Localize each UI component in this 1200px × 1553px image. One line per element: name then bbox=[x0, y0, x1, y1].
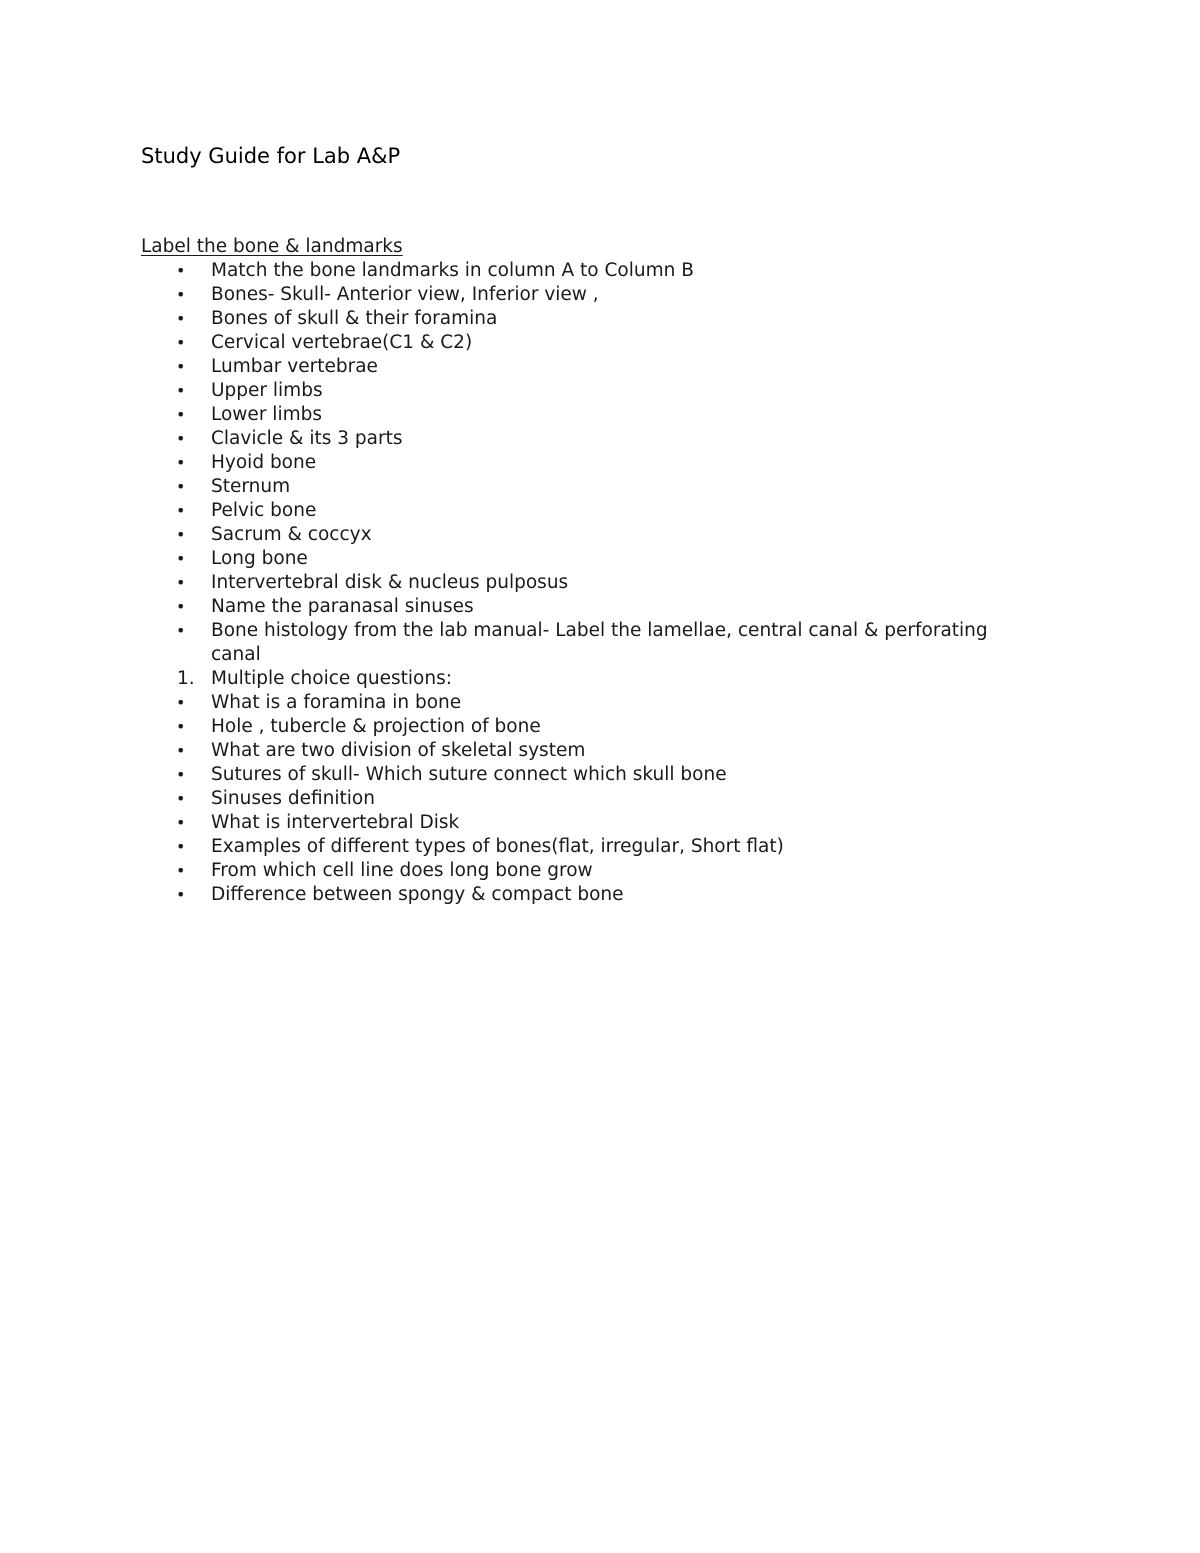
list-item bbox=[141, 331, 1041, 355]
list-item bbox=[141, 787, 1041, 811]
list-item-text: Intervertebral disk & nucleus pulposus bbox=[211, 572, 569, 593]
list-item bbox=[141, 667, 1041, 691]
bullet-marker: • bbox=[176, 477, 186, 496]
bullet-marker: • bbox=[176, 885, 186, 904]
bullet-marker: • bbox=[176, 261, 186, 280]
list-item bbox=[141, 835, 1041, 859]
list-item-text: Match the bone landmarks in column A to Column B bbox=[211, 260, 694, 281]
bullet-marker: • bbox=[176, 309, 186, 328]
bullet-marker: • bbox=[176, 765, 186, 784]
bullet-marker: • bbox=[176, 453, 186, 472]
list-item-text: Clavicle & its 3 parts bbox=[211, 428, 403, 449]
list-item bbox=[141, 379, 1041, 403]
bullet-marker: • bbox=[176, 789, 186, 808]
bullet-marker: • bbox=[176, 525, 186, 544]
list-item bbox=[141, 283, 1041, 307]
list-item bbox=[141, 355, 1041, 379]
list-item bbox=[141, 427, 1041, 451]
list-item-text: Hyoid bone bbox=[211, 452, 317, 473]
list-item-text: Pelvic bone bbox=[211, 500, 317, 521]
bullet-marker: • bbox=[176, 405, 186, 424]
bullet-marker: • bbox=[176, 357, 186, 376]
list-item bbox=[141, 475, 1041, 499]
list-item-text: Bones- Skull- Anterior view, Inferior view , bbox=[211, 284, 599, 305]
list-item bbox=[141, 451, 1041, 475]
bullet-marker: • bbox=[176, 549, 186, 568]
bullet-marker: • bbox=[176, 693, 186, 712]
list-item-text: Upper limbs bbox=[211, 380, 323, 401]
list-item-text: Name the paranasal sinuses bbox=[211, 596, 474, 617]
list-item bbox=[141, 811, 1041, 835]
list-item bbox=[141, 595, 1041, 619]
bullet-marker: • bbox=[176, 861, 186, 880]
list-item-text: Cervical vertebrae(C1 & C2) bbox=[211, 332, 473, 353]
list-item bbox=[141, 763, 1041, 787]
bullet-marker: • bbox=[176, 741, 186, 760]
document-title: Study Guide for Lab A&P bbox=[141, 144, 401, 168]
list-item bbox=[141, 259, 1041, 283]
bullet-marker: • bbox=[176, 837, 186, 856]
bullet-marker: • bbox=[176, 621, 186, 640]
list-item bbox=[141, 307, 1041, 331]
list-item-text: Lower limbs bbox=[211, 404, 322, 425]
bullet-marker: • bbox=[176, 717, 186, 736]
bullet-marker: • bbox=[176, 597, 186, 616]
list-item-text: Sinuses definition bbox=[211, 788, 375, 809]
list-item-text: What are two division of skeletal system bbox=[211, 740, 586, 761]
list-item-text: Lumbar vertebrae bbox=[211, 356, 378, 377]
list-item bbox=[141, 691, 1041, 715]
section-heading: Label the bone & landmarks bbox=[141, 236, 403, 257]
list-item-text: Difference between spongy & compact bone bbox=[211, 884, 624, 905]
list-item bbox=[141, 499, 1041, 523]
list-item-text: Sutures of skull- Which suture connect which skull bone bbox=[211, 764, 727, 785]
list-item-text: Examples of different types of bones(flat, irregular, Short flat) bbox=[211, 836, 784, 857]
list-item-text: From which cell line does long bone grow bbox=[211, 860, 593, 881]
list-item bbox=[141, 739, 1041, 763]
bullet-marker: • bbox=[176, 429, 186, 448]
list-item-text: Hole , tubercle & projection of bone bbox=[211, 716, 541, 737]
list-item bbox=[141, 523, 1041, 547]
list-item-text: Sacrum & coccyx bbox=[211, 524, 372, 545]
list-item-text: Bones of skull & their foramina bbox=[211, 308, 498, 329]
list-item-text: Multiple choice questions: bbox=[211, 668, 452, 689]
list-item-text: What is a foramina in bone bbox=[211, 692, 462, 713]
list-item bbox=[141, 883, 1041, 907]
bullet-marker: • bbox=[176, 333, 186, 352]
list-item-text: Long bone bbox=[211, 548, 308, 569]
list-item-text: Sternum bbox=[211, 476, 291, 497]
list-item bbox=[141, 859, 1041, 883]
bullet-marker: • bbox=[176, 285, 186, 304]
bullet-marker: • bbox=[176, 381, 186, 400]
list-item bbox=[141, 547, 1041, 571]
bullet-marker: • bbox=[176, 813, 186, 832]
bullet-marker: • bbox=[176, 501, 186, 520]
bullet-marker: • bbox=[176, 573, 186, 592]
list-item bbox=[141, 619, 1041, 667]
list-item bbox=[141, 571, 1041, 595]
list-item bbox=[141, 403, 1041, 427]
list-number-marker: 1. bbox=[177, 668, 195, 689]
study-items-list bbox=[141, 259, 1041, 907]
list-item bbox=[141, 715, 1041, 739]
list-item-text: What is intervertebral Disk bbox=[211, 812, 460, 833]
list-item-text: Bone histology from the lab manual- Label the lamellae, central canal & perforating canal bbox=[211, 620, 994, 665]
